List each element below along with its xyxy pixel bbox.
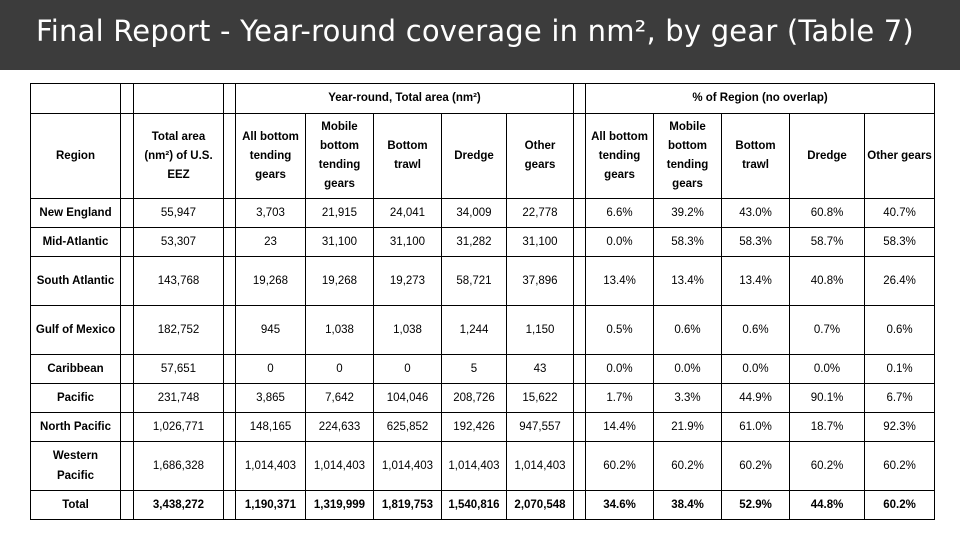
spacer-cell bbox=[574, 355, 586, 384]
spacer-cell bbox=[224, 228, 236, 257]
percent-cell: 0.0% bbox=[654, 355, 722, 384]
spacer-cell bbox=[121, 257, 134, 306]
eez-cell: 57,651 bbox=[134, 355, 224, 384]
percent-cell: 0.5% bbox=[586, 306, 654, 355]
percent-cell: 44.9% bbox=[722, 384, 790, 413]
column-header-row bbox=[31, 114, 935, 199]
area-cell: 0 bbox=[236, 355, 306, 384]
title-bar bbox=[0, 0, 960, 70]
percent-cell: 14.4% bbox=[586, 413, 654, 442]
group-header-row bbox=[31, 84, 935, 114]
percent-cell: 60.2% bbox=[586, 442, 654, 491]
spacer-cell bbox=[224, 114, 236, 199]
eez-cell: 182,752 bbox=[134, 306, 224, 355]
spacer-cell bbox=[224, 355, 236, 384]
percent-cell: 0.0% bbox=[586, 228, 654, 257]
spacer-cell bbox=[121, 228, 134, 257]
area-cell: 23 bbox=[236, 228, 306, 257]
percent-cell: 6.7% bbox=[865, 384, 935, 413]
spacer-cell bbox=[574, 306, 586, 355]
spacer-cell bbox=[574, 491, 586, 520]
percent-cell: 60.2% bbox=[722, 442, 790, 491]
percent-cell: 92.3% bbox=[865, 413, 935, 442]
header-pct-dredge: Dredge bbox=[790, 114, 865, 199]
area-cell: 1,014,403 bbox=[306, 442, 374, 491]
percent-cell: 0.6% bbox=[865, 306, 935, 355]
eez-cell: 1,026,771 bbox=[134, 413, 224, 442]
header-pct-bottom-trawl: Bottom trawl bbox=[722, 114, 790, 199]
empty-header-cell bbox=[134, 84, 224, 114]
percent-cell: 60.2% bbox=[865, 442, 935, 491]
spacer-cell bbox=[574, 199, 586, 228]
eez-cell: 3,438,272 bbox=[134, 491, 224, 520]
header-pct-mobile-bottom: Mobile bottom tending gears bbox=[654, 114, 722, 199]
area-cell: 945 bbox=[236, 306, 306, 355]
percent-cell: 0.6% bbox=[654, 306, 722, 355]
area-cell: 34,009 bbox=[442, 199, 507, 228]
table-row bbox=[31, 442, 935, 491]
area-cell: 1,038 bbox=[374, 306, 442, 355]
spacer-cell bbox=[574, 384, 586, 413]
percent-cell: 0.0% bbox=[586, 355, 654, 384]
table-row bbox=[31, 257, 935, 306]
percent-cell: 0.6% bbox=[722, 306, 790, 355]
spacer-cell bbox=[574, 257, 586, 306]
spacer-cell bbox=[574, 442, 586, 491]
area-cell: 15,622 bbox=[507, 384, 574, 413]
area-cell: 1,819,753 bbox=[374, 491, 442, 520]
percent-cell: 58.7% bbox=[790, 228, 865, 257]
spacer-cell bbox=[224, 442, 236, 491]
percent-cell: 6.6% bbox=[586, 199, 654, 228]
eez-cell: 231,748 bbox=[134, 384, 224, 413]
spacer-cell bbox=[574, 228, 586, 257]
region-cell: Caribbean bbox=[31, 355, 121, 384]
percent-cell: 13.4% bbox=[654, 257, 722, 306]
coverage-table bbox=[30, 83, 935, 520]
header-all-bottom: All bottom tending gears bbox=[236, 114, 306, 199]
eez-cell: 53,307 bbox=[134, 228, 224, 257]
empty-header-cell bbox=[31, 84, 121, 114]
table-row bbox=[31, 413, 935, 442]
table-row bbox=[31, 355, 935, 384]
spacer-cell bbox=[224, 413, 236, 442]
table-row bbox=[31, 306, 935, 355]
region-cell: Mid-Atlantic bbox=[31, 228, 121, 257]
area-cell: 58,721 bbox=[442, 257, 507, 306]
area-cell: 31,100 bbox=[507, 228, 574, 257]
area-cell: 31,100 bbox=[374, 228, 442, 257]
area-cell: 1,244 bbox=[442, 306, 507, 355]
percent-cell: 13.4% bbox=[586, 257, 654, 306]
area-cell: 148,165 bbox=[236, 413, 306, 442]
header-pct-other-gears: Other gears bbox=[865, 114, 935, 199]
area-cell: 1,038 bbox=[306, 306, 374, 355]
area-cell: 24,041 bbox=[374, 199, 442, 228]
percent-cell: 18.7% bbox=[790, 413, 865, 442]
percent-cell: 0.0% bbox=[722, 355, 790, 384]
area-cell: 31,100 bbox=[306, 228, 374, 257]
region-cell: Western Pacific bbox=[31, 442, 121, 491]
percent-cell: 60.8% bbox=[790, 199, 865, 228]
spacer-cell bbox=[224, 199, 236, 228]
area-cell: 22,778 bbox=[507, 199, 574, 228]
percent-cell: 60.2% bbox=[790, 442, 865, 491]
percent-cell: 60.2% bbox=[654, 442, 722, 491]
area-cell: 625,852 bbox=[374, 413, 442, 442]
area-cell: 1,319,999 bbox=[306, 491, 374, 520]
area-cell: 1,014,403 bbox=[236, 442, 306, 491]
total-row bbox=[31, 491, 935, 520]
area-cell: 224,633 bbox=[306, 413, 374, 442]
group-header-total-area: Year-round, Total area (nm²) bbox=[236, 84, 574, 114]
area-cell: 1,150 bbox=[507, 306, 574, 355]
spacer-cell bbox=[224, 306, 236, 355]
header-eez-line1: Total area bbox=[151, 130, 206, 143]
spacer-cell bbox=[121, 442, 134, 491]
area-cell: 104,046 bbox=[374, 384, 442, 413]
percent-cell: 52.9% bbox=[722, 491, 790, 520]
spacer-cell bbox=[121, 306, 134, 355]
table-row bbox=[31, 228, 935, 257]
percent-cell: 0.0% bbox=[790, 355, 865, 384]
header-eez-line2: (nm²) of U.S. bbox=[144, 149, 213, 162]
area-cell: 1,014,403 bbox=[507, 442, 574, 491]
spacer-cell bbox=[224, 491, 236, 520]
spacer-cell bbox=[121, 84, 134, 114]
area-cell: 3,865 bbox=[236, 384, 306, 413]
region-cell: North Pacific bbox=[31, 413, 121, 442]
percent-cell: 58.3% bbox=[654, 228, 722, 257]
percent-cell: 61.0% bbox=[722, 413, 790, 442]
area-cell: 21,915 bbox=[306, 199, 374, 228]
region-cell: New England bbox=[31, 199, 121, 228]
header-dredge: Dredge bbox=[442, 114, 507, 199]
area-cell: 1,014,403 bbox=[374, 442, 442, 491]
spacer-cell bbox=[224, 84, 236, 114]
area-cell: 1,190,371 bbox=[236, 491, 306, 520]
area-cell: 947,557 bbox=[507, 413, 574, 442]
area-cell: 7,642 bbox=[306, 384, 374, 413]
spacer-cell bbox=[121, 491, 134, 520]
area-cell: 5 bbox=[442, 355, 507, 384]
percent-cell: 26.4% bbox=[865, 257, 935, 306]
area-cell: 37,896 bbox=[507, 257, 574, 306]
spacer-cell bbox=[574, 413, 586, 442]
area-cell: 19,273 bbox=[374, 257, 442, 306]
table-row bbox=[31, 199, 935, 228]
eez-cell: 143,768 bbox=[134, 257, 224, 306]
spacer-cell bbox=[121, 355, 134, 384]
header-region: Region bbox=[31, 114, 121, 199]
percent-cell: 1.7% bbox=[586, 384, 654, 413]
percent-cell: 39.2% bbox=[654, 199, 722, 228]
header-pct-all-bottom: All bottom tending gears bbox=[586, 114, 654, 199]
percent-cell: 0.1% bbox=[865, 355, 935, 384]
group-header-percent: % of Region (no overlap) bbox=[586, 84, 935, 114]
table-row bbox=[31, 384, 935, 413]
area-cell: 1,540,816 bbox=[442, 491, 507, 520]
area-cell: 43 bbox=[507, 355, 574, 384]
eez-cell: 1,686,328 bbox=[134, 442, 224, 491]
header-other-gears: Other gears bbox=[507, 114, 574, 199]
spacer-cell bbox=[121, 114, 134, 199]
spacer-cell bbox=[574, 84, 586, 114]
percent-cell: 21.9% bbox=[654, 413, 722, 442]
percent-cell: 40.8% bbox=[790, 257, 865, 306]
spacer-cell bbox=[121, 384, 134, 413]
percent-cell: 40.7% bbox=[865, 199, 935, 228]
area-cell: 0 bbox=[306, 355, 374, 384]
percent-cell: 0.7% bbox=[790, 306, 865, 355]
percent-cell: 38.4% bbox=[654, 491, 722, 520]
area-cell: 192,426 bbox=[442, 413, 507, 442]
header-eez bbox=[134, 114, 224, 199]
header-bottom-trawl: Bottom trawl bbox=[374, 114, 442, 199]
percent-cell: 90.1% bbox=[790, 384, 865, 413]
header-eez-line3: EEZ bbox=[167, 168, 190, 181]
area-cell: 0 bbox=[374, 355, 442, 384]
slide-title: Final Report - Year-round coverage in nm², by gear (Table 7) bbox=[36, 14, 914, 48]
area-cell: 19,268 bbox=[306, 257, 374, 306]
region-cell: Total bbox=[31, 491, 121, 520]
area-cell: 19,268 bbox=[236, 257, 306, 306]
percent-cell: 3.3% bbox=[654, 384, 722, 413]
spacer-cell bbox=[224, 384, 236, 413]
spacer-cell bbox=[121, 199, 134, 228]
spacer-cell bbox=[574, 114, 586, 199]
percent-cell: 13.4% bbox=[722, 257, 790, 306]
area-cell: 2,070,548 bbox=[507, 491, 574, 520]
area-cell: 31,282 bbox=[442, 228, 507, 257]
area-cell: 1,014,403 bbox=[442, 442, 507, 491]
eez-cell: 55,947 bbox=[134, 199, 224, 228]
region-cell: South Atlantic bbox=[31, 257, 121, 306]
percent-cell: 60.2% bbox=[865, 491, 935, 520]
area-cell: 208,726 bbox=[442, 384, 507, 413]
region-cell: Gulf of Mexico bbox=[31, 306, 121, 355]
percent-cell: 43.0% bbox=[722, 199, 790, 228]
percent-cell: 58.3% bbox=[722, 228, 790, 257]
spacer-cell bbox=[224, 257, 236, 306]
percent-cell: 44.8% bbox=[790, 491, 865, 520]
spacer-cell bbox=[121, 413, 134, 442]
percent-cell: 58.3% bbox=[865, 228, 935, 257]
area-cell: 3,703 bbox=[236, 199, 306, 228]
region-cell: Pacific bbox=[31, 384, 121, 413]
percent-cell: 34.6% bbox=[586, 491, 654, 520]
header-mobile-bottom: Mobile bottom tending gears bbox=[306, 114, 374, 199]
